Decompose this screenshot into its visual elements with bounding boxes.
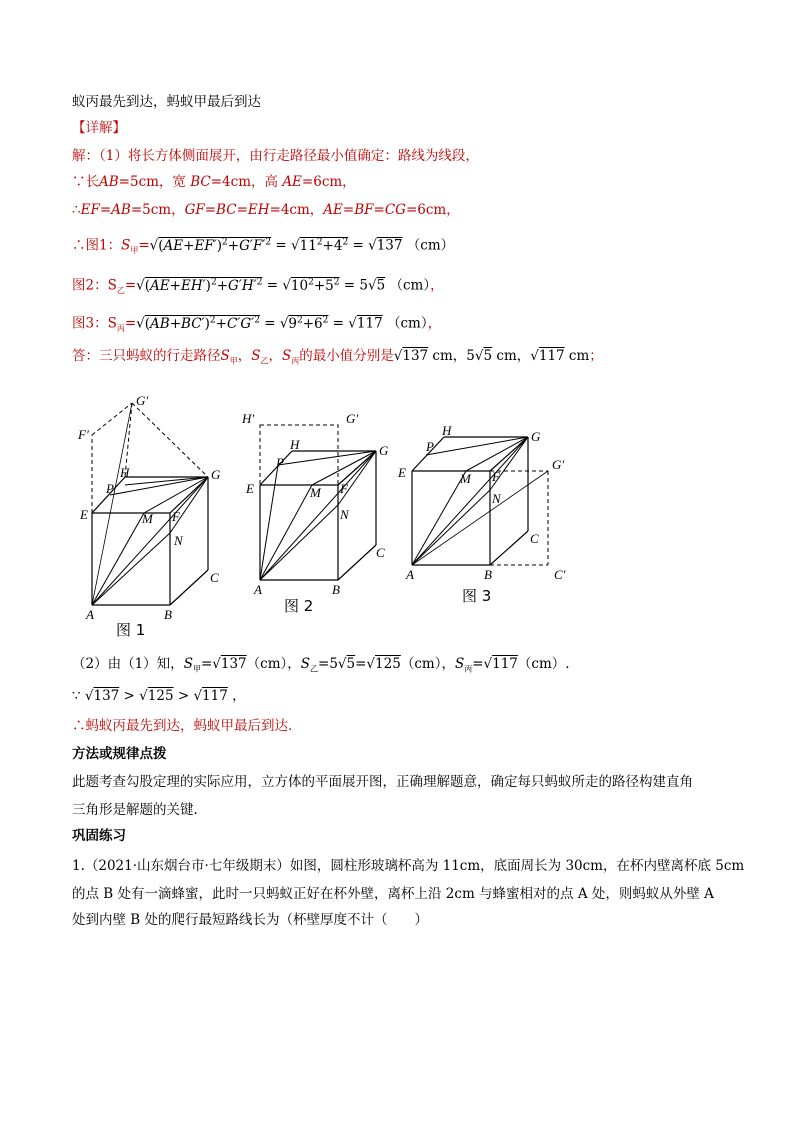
label-G-2: G: [379, 443, 389, 458]
label-M-2: M: [310, 485, 321, 500]
label-M: M: [142, 511, 153, 526]
label-B-2: B: [332, 582, 340, 597]
cube-figures: [70, 385, 590, 645]
label-G-prime-2: G′: [346, 411, 359, 426]
answer-line: 答：三只蚂蚁的行走路径$S_甲$，$S_乙$，$S_丙$的最小值分别是√137 cm，5√5 cm，√117 cm；: [72, 348, 603, 366]
label-N-2: N: [340, 507, 349, 522]
label-F: F: [172, 509, 180, 524]
fig2-calc: 图2：$S_乙=√(AE+EH')^2+G'H'^2 = √10^2+5^2 = 5√5$ （cm），: [72, 277, 444, 296]
header-line: 蚁丙最先到达，蚂蚁甲最后到达: [72, 94, 261, 110]
label-F-3: F: [492, 469, 500, 484]
label-C-2: C: [376, 545, 385, 560]
label-E: E: [80, 507, 88, 522]
figure-2: [241, 411, 389, 615]
method-text-2: 三角形是解题的关键.: [72, 802, 198, 818]
label-B-3: B: [484, 567, 492, 582]
label-M-3: M: [460, 471, 471, 486]
figure-1: [77, 393, 221, 639]
therefore-line: ∴EF=AB=5cm，GF=BC=EH=4cm，AE=BF=CG=6cm，: [72, 202, 460, 218]
label-G-prime: G′: [136, 393, 149, 408]
label-A-3: A: [406, 567, 414, 582]
label-P-3: P: [426, 439, 434, 454]
label-A-2: A: [254, 582, 262, 597]
label-P: P: [106, 481, 114, 496]
question-1-line-1: 1.（2021·山东烟台市·七年级期末）如图，圆柱形玻璃杯高为 11cm，底面周长为 30cm，在杯内壁离杯底 5cm: [72, 858, 745, 874]
fig3-calc: 图3：$S_丙=√(AB+BC')^2+C'G'^2 = √9^2+6^2 = √117$ （cm），: [72, 315, 442, 334]
detail-heading: 【详解】: [72, 120, 126, 136]
label-F-prime: F′: [78, 427, 89, 442]
caption-fig3: 图 3: [462, 587, 492, 605]
label-G: G: [211, 467, 221, 482]
label-C-3: C: [530, 531, 539, 546]
label-F-2: F: [340, 481, 348, 496]
part2-line1: （2）由（1）知，$S_甲=√137(cm)$，$S_乙=5√5=√125(cm)$，$S_丙=√117(cm)$.: [72, 656, 570, 674]
label-C-prime: C′: [554, 567, 566, 582]
figure-3: [397, 423, 566, 605]
label-H: H: [120, 465, 130, 480]
caption-fig1: 图 1: [116, 621, 146, 639]
label-P-2: P: [276, 455, 284, 470]
part2-line2: ∵ √137 > √125 > √117 ，: [72, 688, 246, 704]
label-G-3: G: [531, 429, 541, 444]
label-G-prime-3: G′: [552, 457, 565, 472]
label-E-2: E: [246, 481, 254, 496]
question-1-line-2: 的点 B 处有一滴蜂蜜，此时一只蚂蚁正好在杯外壁，离杯上沿 2cm 与蜂蜜相对的点 A 处，则蚂蚁从外壁 A: [72, 886, 714, 902]
given-line: ∵长AB=5cm，宽 BC=4cm，高 AE=6cm，: [72, 174, 356, 190]
label-H-prime: H′: [242, 411, 255, 426]
label-N-3: N: [492, 491, 501, 506]
solution-intro: 解：（1）将长方体侧面展开，由行走路径最小值确定：路线为线段，: [72, 148, 479, 164]
caption-fig2: 图 2: [284, 597, 314, 615]
label-A: A: [86, 607, 94, 622]
method-text-1: 此题考查勾股定理的实际应用，立方体的平面展开图，正确理解题意，确定每只蚂蚁所走的路径构建直角: [72, 774, 693, 790]
question-1-line-3: 处到内壁 B 处的爬行最短路线长为（杯壁厚度不计（ ）: [72, 912, 429, 928]
label-E-3: E: [398, 465, 406, 480]
fig1-calc: ∴图1：$S_甲=√(AE+EF')^2+G'F'^2 = √11^2+4^2 = √137$ （cm）: [72, 237, 455, 256]
part2-conclusion: ∴蚂蚁丙最先到达，蚂蚁甲最后到达.: [72, 718, 293, 734]
label-C: C: [210, 570, 219, 585]
label-H-3: H: [442, 423, 452, 438]
method-heading: 方法或规律点拨: [72, 746, 167, 762]
label-H-2: H: [290, 437, 300, 452]
practice-heading: 巩固练习: [72, 828, 126, 844]
label-B: B: [164, 607, 172, 622]
label-N: N: [174, 533, 183, 548]
